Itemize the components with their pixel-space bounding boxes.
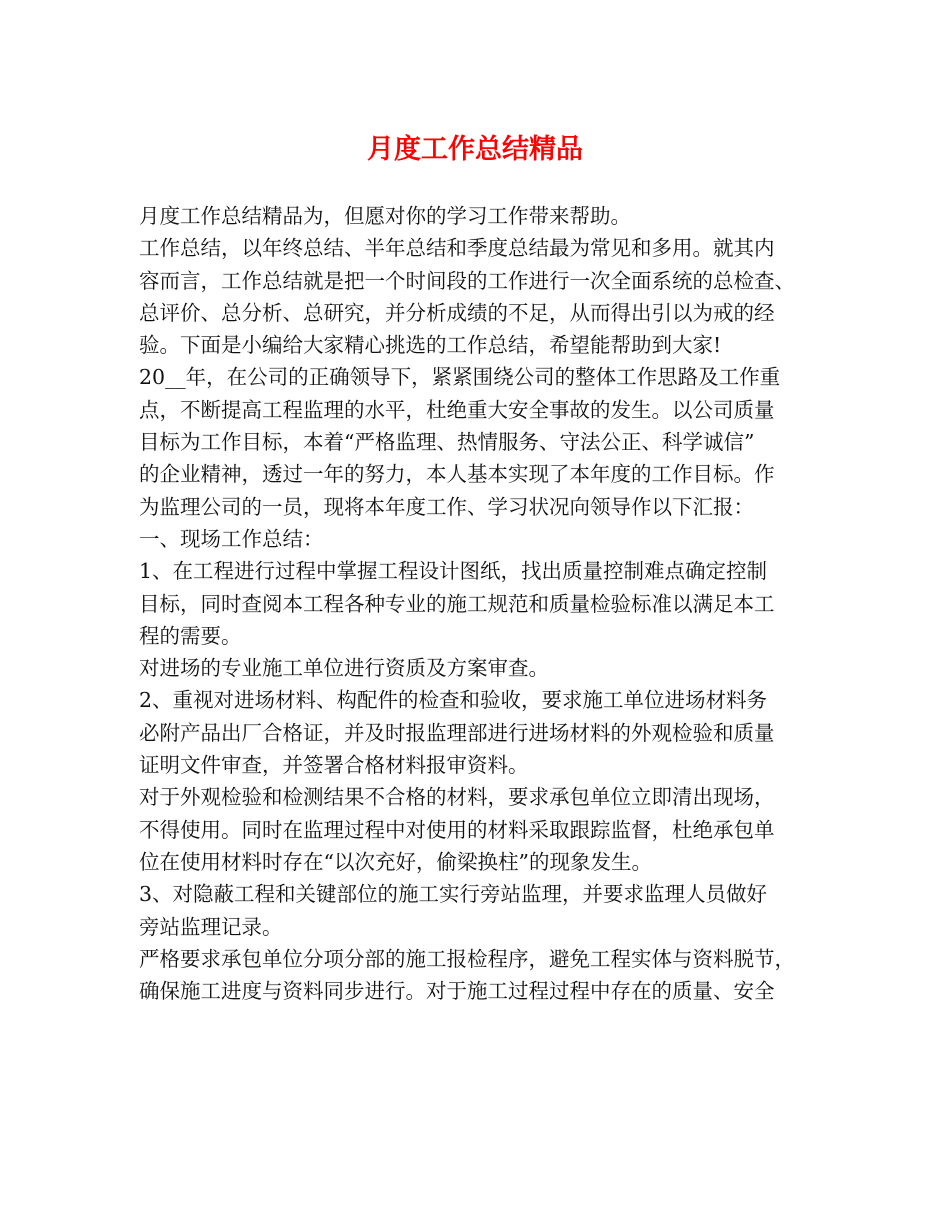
document-body [139, 200, 819, 1007]
text-line: 验。下面是小编给大家精心挑选的工作总结，希望能帮助到大家! [139, 333, 722, 358]
text-line: 20__年，在公司的正确领导下，紧紧围绕公司的整体工作思路及工作重 [139, 365, 781, 390]
text-line: 程的需要。 [139, 623, 242, 648]
document-title: 月度工作总结精品 [367, 134, 583, 165]
text-line: 3、对隐蔽工程和关键部位的施工实行旁站监理，并要求监理人员做好 [139, 882, 768, 907]
text-line: 证明文件审查，并签署合格材料报审资料。 [139, 753, 529, 778]
text-line: 不得使用。同时在监理过程中对使用的材料采取跟踪监督，杜绝承包单 [139, 817, 775, 842]
text-line: 1、在工程进行过程中掌握工程设计图纸，找出质量控制难点确定控制 [139, 559, 768, 584]
text-line: 目标，同时查阅本工程各种专业的施工规范和质量检验标准以满足本工 [139, 591, 775, 616]
text-line: 对进场的专业施工单位进行资质及方案审查。 [139, 656, 549, 681]
text-line: 点，不断提高工程监理的水平，杜绝重大安全事故的发生。以公司质量 [139, 397, 775, 422]
text-line: 工作总结，以年终总结、半年总结和季度总结最为常见和多用。就其内 [139, 236, 775, 261]
text-line: 为监理公司的一员，现将本年度工作、学习状况向领导作以下汇报： [139, 494, 754, 519]
section-heading: 一、现场工作总结： [139, 526, 324, 551]
text-line: 2、重视对进场材料、构配件的检查和验收，要求施工单位进场材料务 [139, 688, 768, 713]
text-line: 容而言，工作总结就是把一个时间段的工作进行一次全面系统的总检查、 [139, 268, 795, 293]
text-line: 确保施工进度与资料同步进行。对于施工过程过程中存在的质量、安全 [139, 979, 775, 1004]
text-line: 目标为工作目标，本着“严格监理、热情服务、守法公正、科学诚信” [139, 430, 755, 455]
text-line: 月度工作总结精品为，但愿对你的学习工作带来帮助。 [139, 204, 631, 228]
text-line: 总评价、总分析、总研究，并分析成绩的不足，从而得出引以为戒的经 [139, 300, 775, 325]
text-line: 的企业精神，透过一年的努力，本人基本实现了本年度的工作目标。作 [139, 462, 775, 487]
text-line: 位在使用材料时存在“以次充好，偷梁换柱”的现象发生。 [139, 849, 652, 874]
text-line: 严格要求承包单位分项分部的施工报检程序，避免工程实体与资料脱节， [139, 946, 795, 971]
text-line: 必附产品出厂合格证，并及时报监理部进行进场材料的外观检验和质量 [139, 720, 775, 745]
text-line: 旁站监理记录。 [139, 914, 283, 939]
text-line: 对于外观检验和检测结果不合格的材料，要求承包单位立即清出现场， [139, 785, 775, 810]
